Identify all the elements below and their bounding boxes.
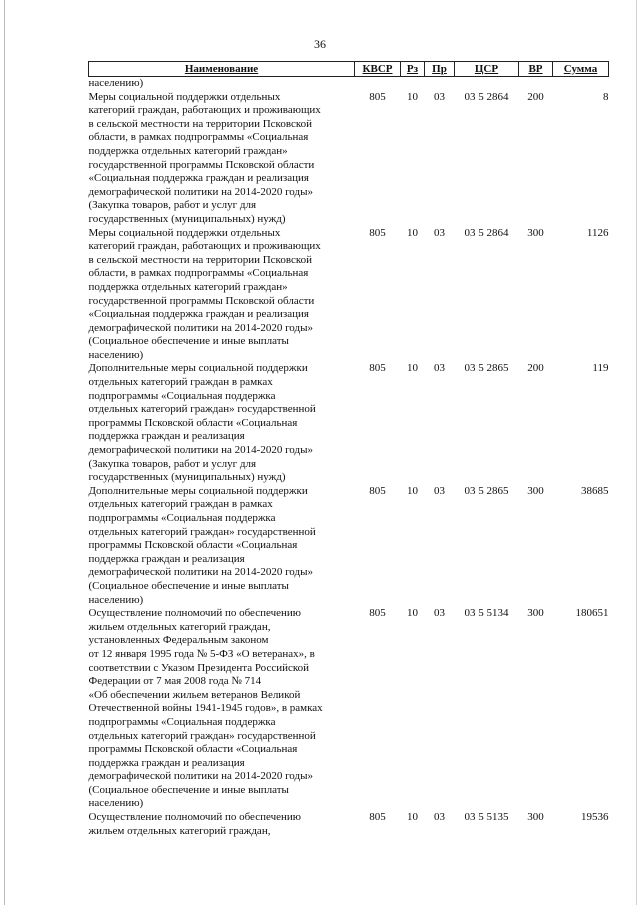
row-sum: 180651 (575, 607, 609, 620)
row-sum: 38685 (581, 484, 609, 497)
row-pr: 03 (434, 226, 445, 239)
row-name: Осуществление полномочий по обеспечению жильем отдельных категорий граждан, установленных Федеральным законом от 12 января 1995 года № 5-ФЗ «О ветеранах», в соответствии с Указом Президента Российской Федерации от 7 мая 2008 года № 714 «Об обеспечении жильем ветеранов Великой Отечественной войны 1941-1945 годов», в рамках подпрограммы «Социальная поддержка отдельных категорий граждан» государственной программы Псковской области «Социальная поддержка граждан и реализация демографической политики на 2014-2020 годы» (Социальное обеспечение и иные выплаты населению) (88, 607, 323, 810)
row-csr: 03 5 2864 (464, 90, 509, 103)
row-kvsr: 805 (369, 607, 386, 620)
row-pr: 03 (434, 484, 445, 497)
row-csr: 03 5 2865 (464, 484, 509, 497)
page-edge-left (4, 0, 5, 905)
row-rz: 10 (407, 362, 418, 375)
row-kvsr: 805 (369, 484, 386, 497)
header-vr: ВР (519, 62, 553, 77)
row-sum: 19536 (581, 811, 609, 824)
table-row (89, 607, 609, 811)
table-row (89, 227, 609, 363)
header-csr: ЦСР (455, 62, 519, 77)
row-name: Осуществление полномочий по обеспечению жильем отдельных категорий граждан, (88, 811, 301, 837)
row-csr: 03 5 2865 (464, 362, 509, 375)
table-row (89, 91, 609, 227)
header-sum: Сумма (553, 62, 609, 77)
row-kvsr: 805 (369, 362, 386, 375)
row-sum: 119 (592, 362, 609, 375)
row-vr: 300 (527, 226, 544, 239)
row-vr: 300 (527, 484, 544, 497)
table-header-row (89, 62, 609, 77)
budget-table (88, 61, 609, 838)
table-row (89, 485, 609, 607)
row-pr: 03 (434, 811, 445, 824)
row-sum: 1126 (586, 226, 609, 239)
page-edge-right (636, 0, 637, 905)
row-rz: 10 (407, 90, 418, 103)
row-rz: 10 (407, 484, 418, 497)
row-name: населению) (88, 77, 144, 89)
row-name: Дополнительные меры социальной поддержки отдельных категорий граждан в рамках подпрограммы «Социальная поддержка отдельных категорий граждан» государственной программы Псковской области «Социальная поддержка граждан и реализация демографической политики на 2014-2020 годы» (Социальное обеспечение и иные выплаты населению) (88, 484, 316, 606)
header-kvsr: КВСР (355, 62, 401, 77)
row-rz: 10 (407, 607, 418, 620)
row-vr: 300 (527, 811, 544, 824)
header-pr: Пр (425, 62, 455, 77)
row-rz: 10 (407, 811, 418, 824)
row-pr: 03 (434, 90, 445, 103)
row-kvsr: 805 (369, 811, 386, 824)
page-number: 36 (314, 37, 326, 51)
row-rz: 10 (407, 226, 418, 239)
row-kvsr: 805 (369, 226, 386, 239)
row-name: Меры социальной поддержки отдельных категорий граждан, работающих и проживающих в сельской местности на территории Псковской области, в рамках подпрограммы «Социальная поддержка отдельных категорий граждан» государственной программы Псковской области «Социальная поддержка граждан и реализация демографической политики на 2014-2020 годы» (Закупка товаров, работ и услуг для государственных (муниципальных) нужд) (88, 90, 321, 225)
table-row (89, 362, 609, 484)
row-csr: 03 5 5134 (464, 607, 509, 620)
header-name: Наименование (89, 62, 355, 77)
row-vr: 200 (527, 362, 544, 375)
row-sum: 8 (603, 90, 609, 103)
row-pr: 03 (434, 362, 445, 375)
row-name: Дополнительные меры социальной поддержки отдельных категорий граждан в рамках подпрограммы «Социальная поддержка отдельных категорий граждан» государственной программы Псковской области «Социальная поддержка граждан и реализация демографической политики на 2014-2020 годы» (Закупка товаров, работ и услуг для государственных (муниципальных) нужд) (88, 362, 316, 484)
table-row (89, 811, 609, 838)
row-csr: 03 5 5135 (464, 811, 509, 824)
row-pr: 03 (434, 607, 445, 620)
header-rz: Рз (401, 62, 425, 77)
row-vr: 200 (527, 90, 544, 103)
row-kvsr: 805 (369, 90, 386, 103)
row-vr: 300 (527, 607, 544, 620)
row-name: Меры социальной поддержки отдельных категорий граждан, работающих и проживающих в сельской местности на территории Псковской области, в рамках подпрограммы «Социальная поддержка отдельных категорий граждан» государственной программы Псковской области «Социальная поддержка граждан и реализация демографической политики на 2014-2020 годы» (Социальное обеспечение и иные выплаты населению) (88, 226, 321, 361)
row-csr: 03 5 2864 (464, 226, 509, 239)
table-row-continuation (89, 77, 609, 91)
